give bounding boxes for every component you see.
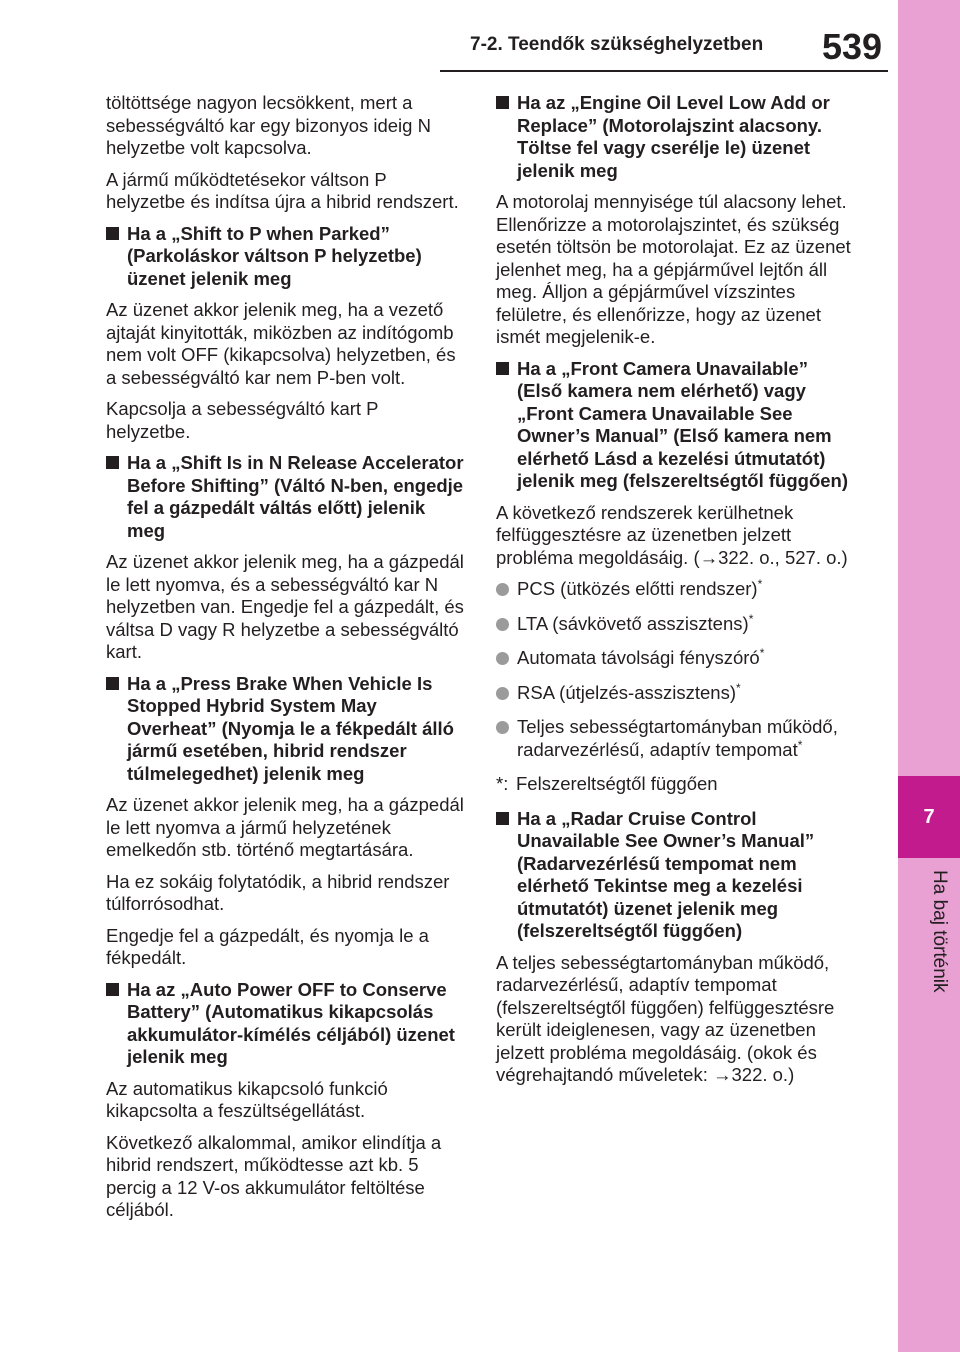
paragraph: A következő rendszerek kerülhetnek felfüggesztésre az üzenetben jelzett probléma megoldásáig. (→322. o., 527. o.): [496, 501, 848, 568]
list-item: [496, 716, 856, 761]
list-item-text: PCS (ütközés előtti rendszer): [517, 578, 758, 599]
circle-bullet-icon: [496, 583, 509, 596]
chapter-number-tab[interactable]: 7: [898, 776, 960, 858]
square-bullet-icon: [106, 677, 119, 690]
header-rule: [440, 70, 888, 72]
asterisk-mark: *: [735, 680, 741, 695]
heading-text: Ha a „Front Camera Unavailable” (Első kamera nem elérhető) vagy „Front Camera Unavailable See Owner’s Manual” (Első kamera nem elérhető Lásd a kezelési útmutatót) jelenik meg (felszereltségtől függően): [517, 357, 849, 491]
section-heading: [496, 358, 856, 493]
right-column: [496, 92, 856, 1096]
square-bullet-icon: [106, 227, 119, 240]
paragraph: töltöttsége nagyon lecsökkent, mert a sebességváltó kar egy bizonyos ideig N helyzetbe volt kapcsolva.: [106, 92, 431, 158]
circle-bullet-icon: [496, 618, 509, 631]
footnote: [496, 773, 856, 796]
section-heading: [496, 808, 856, 943]
paragraph: Az üzenet akkor jelenik meg, ha a vezető ajtaját kinyitották, miközben az indítógomb nem volt OFF (kikapcsolva) helyzetben, és a sebességváltó kar nem P-ben volt.: [106, 299, 456, 388]
paragraph: A motorolaj mennyisége túl alacsony lehet. Ellenőrizze a motorolajszintet, és szükség esetén töltsön be motorolajat. Ez az üzenet jelenhet meg, ha a gépjárművel lejtőn áll meg. Álljon a gépjárművel vízszintes felületre, és ellenőrizze, hogy az üzenet ismét megjelenik-e.: [496, 191, 851, 347]
asterisk-mark: *: [757, 576, 763, 591]
section-heading: [496, 92, 856, 182]
list-item: [496, 578, 856, 601]
footnote-mark: *:: [496, 773, 509, 794]
square-bullet-icon: [496, 362, 509, 375]
page-header: [0, 0, 960, 80]
list-item: [496, 682, 856, 705]
square-bullet-icon: [106, 983, 119, 996]
circle-bullet-icon: [496, 652, 509, 665]
heading-text: Ha a „Shift Is in N Release Accelerator Before Shifting” (Váltó N-ben, engedje fel a gázpedált váltás előtt) jelenik meg: [127, 452, 464, 541]
left-column: [106, 92, 466, 1231]
heading-text: Ha a „Shift to P when Parked” (Parkoláskor váltson P helyzetbe) üzenet jelenik meg: [127, 222, 422, 289]
square-bullet-icon: [106, 456, 119, 469]
circle-bullet-icon: [496, 721, 509, 734]
chapter-label: Ha baj történik: [929, 870, 950, 993]
footnote-text: Felszereltségtől függően: [516, 773, 718, 794]
list-item-text: RSA (útjelzés-asszisztens): [517, 681, 736, 703]
section-heading: [106, 673, 466, 786]
heading-text: Ha a „Radar Cruise Control Unavailable See Owner’s Manual” (Radarvezérlésű tempomat nem elérhető Tekintse meg a kezelési útmutatót) üzenet jelenik meg (felszereltségtől függően): [517, 807, 815, 941]
page-number: 539: [822, 26, 883, 67]
heading-text: Ha az „Engine Oil Level Low Add or Replace” (Motorolajszint alacsony. Töltse fel vagy cserélje le) üzenet jelenik meg: [517, 92, 830, 181]
asterisk-mark: *: [797, 737, 803, 752]
paragraph: Következő alkalommal, amikor elindítja a hibrid rendszert, működtesse azt kb. 5 percig a 12 V-os akkumulátor feltöltése céljából.: [106, 1131, 442, 1220]
paragraph: A teljes sebességtartományban működő, radarvezérlésű, adaptív tempomat (felszereltségtől függően) felfüggesztésre került ideiglenesen, vagy az üzenetben jelzett probléma megoldásáig. (okok és végrehajtandó műveletek: →322. o.): [496, 951, 835, 1085]
circle-bullet-icon: [496, 687, 509, 700]
list-item-text: Teljes sebességtartományban működő, radarvezérlésű, adaptív tempomat: [517, 716, 838, 760]
paragraph: Kapcsolja a sebességváltó kart P helyzetbe.: [106, 398, 379, 442]
square-bullet-icon: [496, 96, 509, 109]
paragraph: A jármű működtetésekor váltson P helyzetbe és indítsa újra a hibrid rendszert.: [106, 168, 459, 212]
paragraph: Ha ez sokáig folytatódik, a hibrid rendszer túlforrósodhat.: [106, 870, 450, 914]
square-bullet-icon: [496, 812, 509, 825]
paragraph: Engedje fel a gázpedált, és nyomja le a fékpedált.: [106, 924, 429, 968]
list-item: [496, 613, 856, 636]
heading-text: Ha az „Auto Power OFF to Conserve Battery” (Automatikus kikapcsolás akkumulátor-kímélés céljából) üzenet jelenik meg: [127, 978, 455, 1067]
side-tab: [898, 0, 960, 1352]
list-item: [496, 647, 856, 670]
section-heading: [106, 979, 466, 1069]
section-title: 7-2. Teendők szükséghelyzetben: [470, 34, 764, 55]
paragraph: Az automatikus kikapcsoló funkció kikapcsolta a feszültségellátást.: [106, 1077, 388, 1121]
paragraph: Az üzenet akkor jelenik meg, ha a gázpedál le lett nyomva, és a sebességváltó kar N helyzetben van. Engedje fel a gázpedált, és váltsa D vagy R helyzetbe a sebességváltó kart.: [106, 551, 464, 662]
asterisk-mark: *: [759, 645, 765, 660]
section-heading: [106, 452, 466, 542]
list-item-text: Automata távolsági fényszóró: [517, 647, 760, 668]
asterisk-mark: *: [748, 611, 754, 626]
section-heading: [106, 223, 466, 291]
paragraph: Az üzenet akkor jelenik meg, ha a gázpedál le lett nyomva a jármű helyzetének emelkedőn stb. történő megtartására.: [106, 794, 464, 860]
heading-text: Ha a „Press Brake When Vehicle Is Stopped Hybrid System May Overheat” (Nyomja le a fékpedált álló jármű esetében, hibrid rendszer túlmelegedhet) jelenik meg: [127, 672, 454, 784]
list-item-text: LTA (sávkövető asszisztens): [517, 612, 749, 634]
